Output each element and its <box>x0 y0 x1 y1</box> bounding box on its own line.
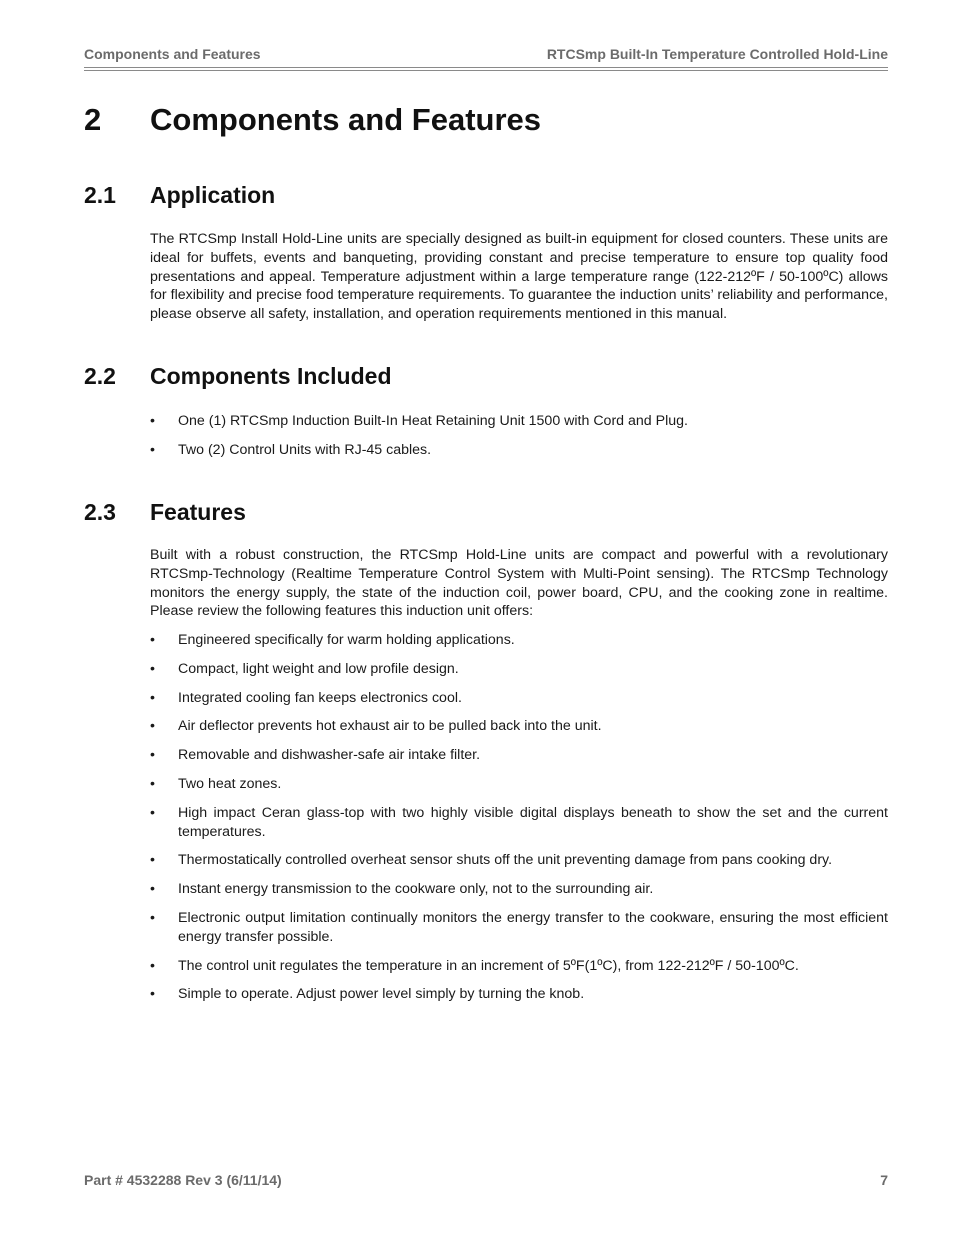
list-item: • Simple to operate. Adjust power level simply by turning the knob. <box>150 986 585 1003</box>
bullet: • <box>150 957 155 974</box>
bullet: • <box>150 747 155 764</box>
bullet: • <box>150 660 155 677</box>
bullet: • <box>150 986 155 1003</box>
header-rule <box>84 67 888 68</box>
list-item: • Air deflector prevents hot exhaust air to be pulled back into the unit. <box>150 718 602 735</box>
section-number: 2.3 <box>84 499 116 525</box>
bullet: • <box>150 881 155 898</box>
bullet: • <box>150 632 155 648</box>
bullet: • <box>150 718 155 735</box>
section-title: Application <box>150 182 276 208</box>
bullet: • <box>150 441 155 458</box>
section-number: 2.1 <box>84 182 116 208</box>
header-rule <box>84 70 888 71</box>
section-number: 2.2 <box>84 363 116 389</box>
bullet: • <box>150 852 155 869</box>
section-heading-application <box>84 182 275 209</box>
list-item: • Electronic output limitation continually monitors the energy transfer to the cookware, ensuring the most efficient energy transfer possible. <box>150 909 888 945</box>
bullet: • <box>150 775 155 792</box>
section-title: Components Included <box>150 363 392 389</box>
header-section-title: Components and Features <box>84 46 261 62</box>
bullet: • <box>150 689 155 706</box>
list-item: • Removable and dishwasher-safe air intake filter. <box>150 747 481 764</box>
list-item: • The control unit regulates the temperature in an increment of 5ºF(1ºC), from 122-212ºF / 50-100ºC. <box>150 957 799 974</box>
list-item: • Engineered specifically for warm holding applications. <box>150 632 515 648</box>
features-intro-paragraph: Built with a robust construction, the RTCSmp Hold-Line units are compact and powerful with a revolutionary RTCSmp-Technology (Realtime Temperature Control System with Multi-Point sensing). The RTCSmp Technology monitors the energy supply, the state of the induction coil, power board, CPU, and the cooking zone in realtime. Please review the following features this induction unit offers: <box>150 547 888 620</box>
bullet: • <box>150 413 155 429</box>
application-paragraph: The RTCSmp Install Hold-Line units are specially designed as built-in equipment for closed counters. These units are ideal for buffets, events and banqueting, providing constant and precise temperature to ensure top quality food presentations and appeal. Temperature adjustment within a large temperature range (122-212ºF / 50-100ºC) allows for flexibility and precise food temperature requirements. To guarantee the induction units’ reliability and performance, please observe all safety, installation, and operation requirements mentioned in this manual. <box>150 231 888 323</box>
list-item: • Instant energy transmission to the cookware only, not to the surrounding air. <box>150 881 654 898</box>
list-item: • Compact, light weight and low profile design. <box>150 660 459 677</box>
chapter-title: Components and Features <box>150 102 541 137</box>
list-item: • Two (2) Control Units with RJ-45 cables. <box>150 441 432 458</box>
list-item: • Integrated cooling fan keeps electronics cool. <box>150 689 462 706</box>
chapter-heading <box>84 102 541 138</box>
list-item: • High impact Ceran glass-top with two highly visible digital displays beneath to show the set and the current temperatures. <box>150 804 888 840</box>
bullet: • <box>150 804 155 821</box>
section-heading-components <box>84 363 392 390</box>
chapter-number: 2 <box>84 102 102 137</box>
page-header <box>84 46 888 62</box>
features-list <box>150 631 888 1014</box>
section-title: Features <box>150 499 246 525</box>
part-number: Part # 4532288 Rev 3 (6/11/14) <box>84 1172 282 1188</box>
section-heading-features <box>84 499 246 526</box>
bullet: • <box>150 909 155 926</box>
header-document-title: RTCSmp Built-In Temperature Controlled Hold-Line <box>546 46 888 62</box>
list-item: • Two heat zones. <box>150 775 282 792</box>
page-number: 7 <box>880 1172 888 1188</box>
list-item: • Thermostatically controlled overheat sensor shuts off the unit preventing damage from pans cooking dry. <box>150 852 833 869</box>
components-list <box>150 412 888 470</box>
list-item: • One (1) RTCSmp Induction Built-In Heat Retaining Unit 1500 with Cord and Plug. <box>150 413 688 429</box>
page-footer <box>84 1172 888 1188</box>
